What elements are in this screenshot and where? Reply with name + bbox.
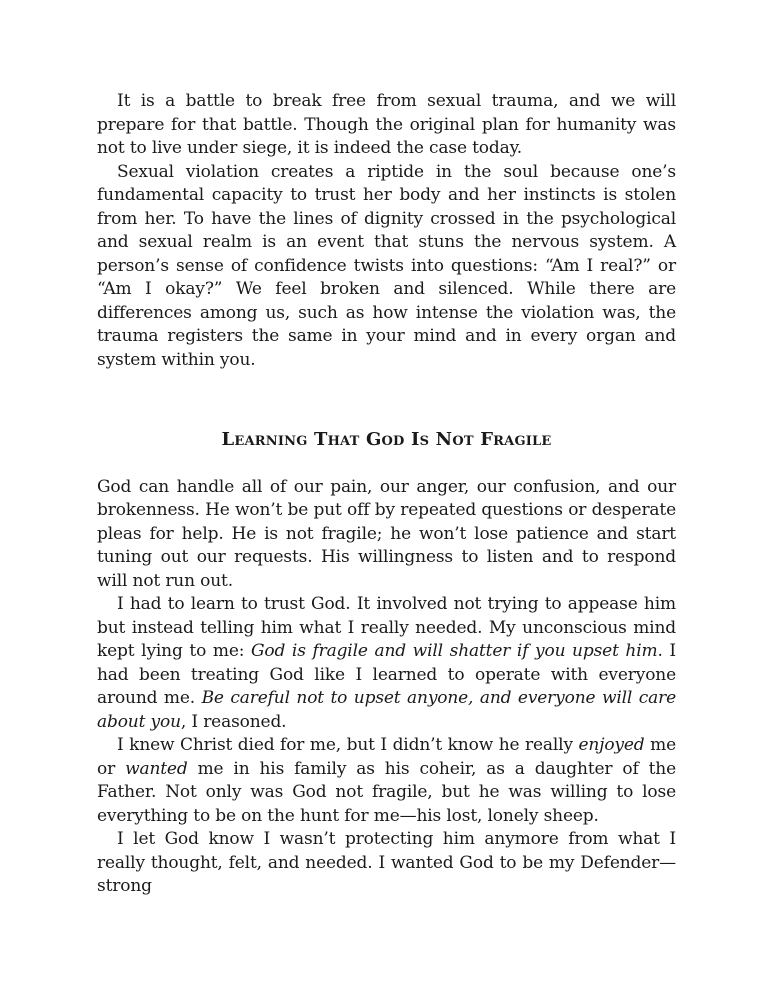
text-run: I knew Christ died for me, but I didn’t know he really: [117, 735, 579, 755]
italic-run: wanted: [125, 758, 188, 779]
text-run: , I reasoned.: [180, 711, 287, 732]
italic-run: Be careful not to upset anyone, and everyone will care about you: [97, 688, 676, 732]
text-run: me in his family as his coheir, as a daughter of the Father. Not only was God not fragile, but he was willing to lose everything to be on the hunt for me—his lost, lonely sheep.: [97, 758, 676, 826]
text-run: I had to learn to trust God. It involved not trying to appease him but instead telling him what I really needed. My unconscious mind kept lying to me:: [97, 594, 676, 661]
text-run: . I had been treating God like I learned to operate with everyone around me.: [97, 641, 677, 708]
paragraph: God can handle all of our pain, our anger, our confusion, and our brokenness. He won’t be put off by repeated questions or desperate pleas for help. He is not fragile; he won’t lose patience and start tuning out our requests. His willingness to listen and to respond will not run out.: [97, 476, 676, 591]
paragraph: I let God know I wasn’t protecting him anymore from what I really thought, felt, and needed. I wanted God to be my Defender—strong: [97, 829, 676, 896]
text-run: me or: [97, 735, 676, 779]
italic-run: God is fragile and will shatter if you upset him: [251, 641, 658, 661]
book-page: [97, 90, 676, 899]
paragraph: [97, 593, 676, 734]
paragraph: [97, 734, 676, 828]
italic-run: enjoyed: [578, 735, 645, 755]
section-heading: Learning That God Is Not Fragile: [221, 429, 552, 450]
paragraph: Sexual violation creates a riptide in the soul because one’s fundamental capacity to trust her body and her instincts is stolen from her. To have the lines of dignity crossed in the psychological and sexual realm is an event that stuns the nervous system. A person’s sense of confidence twists into questions: “Am I real?” or “Am I okay?” We feel broken and silenced. While there are differences among us, such as how intense the violation was, the trauma registers the same in your mind and in every organ and system within you.: [97, 161, 676, 370]
paragraph: It is a battle to break free from sexual trauma, and we will prepare for that battle. Though the original plan for humanity was not to live under siege, it is indeed the case today.: [97, 91, 676, 158]
